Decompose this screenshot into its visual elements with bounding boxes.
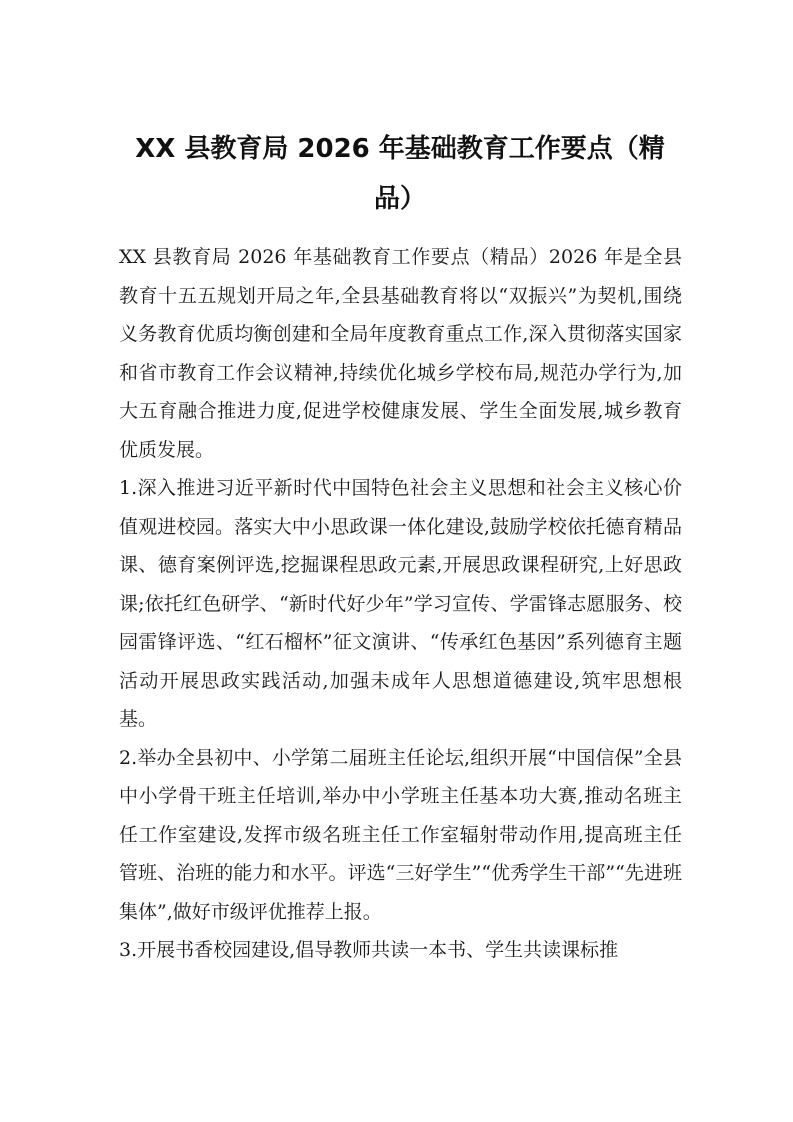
- item-3-paragraph: 3.开展书香校园建设,倡导教师共读一本书、学生共读课标推: [119, 939, 619, 961]
- document-title: XX 县教育局 2026 年基础教育工作要点（精品）: [135, 134, 665, 214]
- item-2-paragraph: 2.举办全县初中、小学第二届班主任论坛,组织开展“中国信保”全县中小学骨干班主任培训,举办中小学班主任基本功大赛,推动名班主任工作室建设,发挥市级名班主任工作室辐射带动作用,提高班主任管班、治班的能力和水平。评选“三好学生”“优秀学生干部”“先进班集体”,做好市级评优推荐上报。: [119, 746, 682, 923]
- intro-paragraph: XX 县教育局 2026 年基础教育工作要点（精品）2026 年是全县教育十五五规划开局之年,全县基础教育将以“双振兴”为契机,围绕义务教育优质均衡创建和全局年度教育重点工作,深入贯彻落实国家和省市教育工作会议精神,持续优化城乡学校布局,规范办学行为,加大五育融合推进力度,促进学校健康发展、学生全面发展,城乡教育优质发展。: [119, 246, 682, 461]
- document-body: [119, 238, 682, 970]
- item-1-paragraph: 1.深入推进习近平新时代中国特色社会主义思想和社会主义核心价值观进校园。落实大中小思政课一体化建设,鼓励学校依托德育精品课、德育案例评选,挖掘课程思政元素,开展思政课程研究,上好思政课;依托红色研学、“新时代好少年”学习宣传、学雷锋志愿服务、校园雷锋评选、“红石榴杯”征文演讲、“传承红色基因”系列德育主题活动开展思政实践活动,加强未成年人思想道德建设,筑牢思想根基。: [119, 477, 682, 730]
